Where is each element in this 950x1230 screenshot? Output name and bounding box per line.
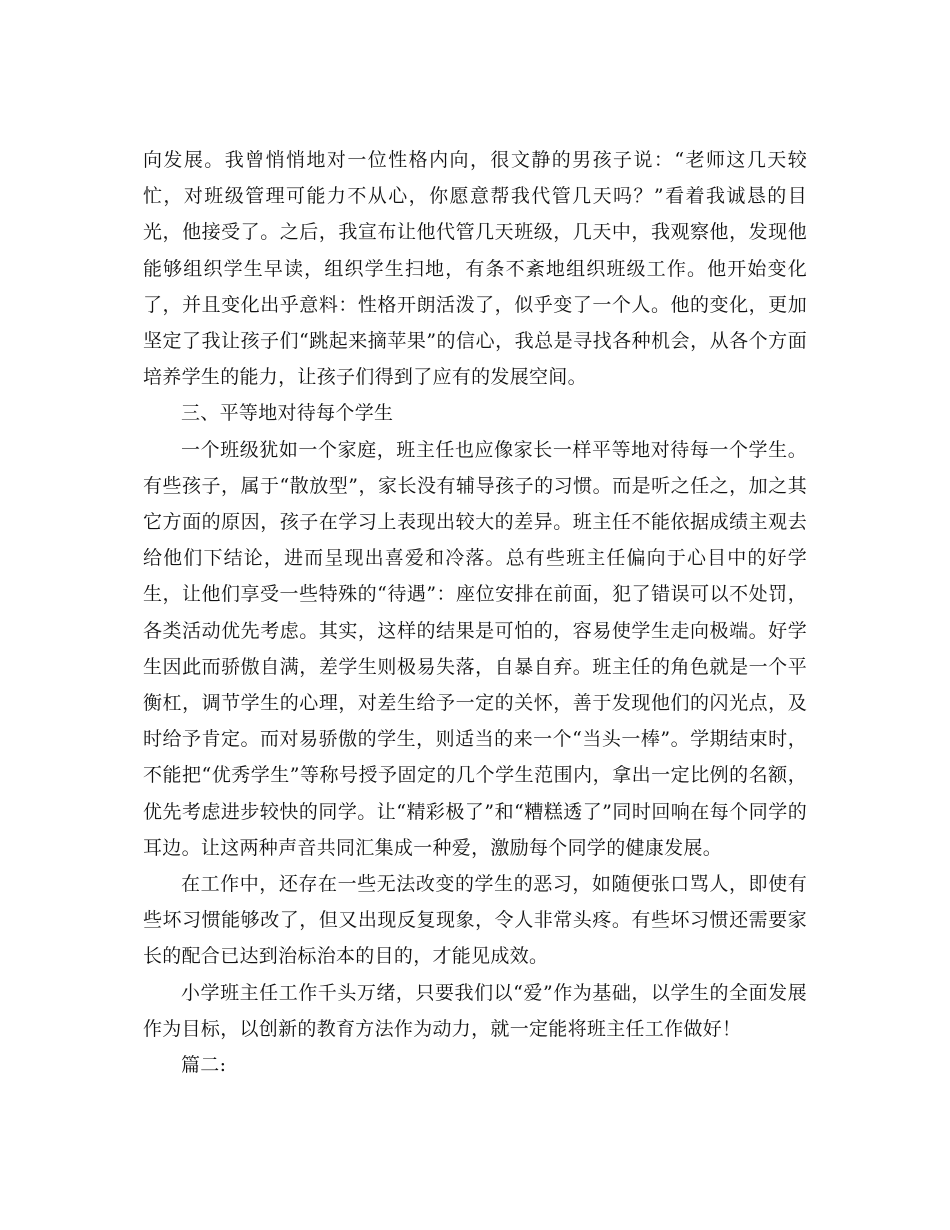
part-two-heading: 篇二: — [181, 1054, 227, 1077]
document-body — [143, 142, 807, 1083]
paragraph-conclusion: 小学班主任工作千头万绪，只要我们以“爱”作为基础，以学生的全面发展作为目标，以创新的教育方法作为动力，就一定能将班主任工作做好！ — [143, 981, 807, 1040]
paragraph-bad-habits: 在工作中，还存在一些无法改变的学生的恶习，如随便张口骂人，即使有些坏习惯能够改了，但又出现反复现象，令人非常头疼。有些坏习惯还需要家长的配合已达到治标治本的目的，才能见成效。 — [143, 873, 807, 968]
paragraph-continuation: 向发展。我曾悄悄地对一位性格内向，很文静的男孩子说：“老师这几天较忙，对班级管理可能力不从心，你愿意帮我代管几天吗？”看着我诚恳的目光，他接受了。之后，我宣布让他代管几天班级，几天中，我观察他，发现他能够组织学生早读，组织学生扫地，有条不紊地组织班级工作。他开始变化了，并且变化出乎意料：性格开朗活泼了，似乎变了一个人。他的变化，更加坚定了我让孩子们“跳起来摘苹果”的信心，我总是寻找各种机会，从各个方面培养学生的能力，让孩子们得到了应有的发展空间。 — [143, 149, 807, 389]
paragraph-equal-treatment: 一个班级犹如一个家庭，班主任也应像家长一样平等地对待每一个学生。有些孩子，属于“散放型”，家长没有辅导孩子的习惯。而是听之任之，加之其它方面的原因，孩子在学习上表现出较大的差异。班主任不能依据成绩主观去给他们下结论，进而呈现出喜爱和冷落。总有些班主任偏向于心目中的好学生，让他们享受一些特殊的“待遇”：座位安排在前面，犯了错误可以不处罚，各类活动优先考虑。其实，这样的结果是可怕的，容易使学生走向极端。好学生因此而骄傲自满，差学生则极易失落，自暴自弃。班主任的角色就是一个平衡杠，调节学生的心理，对差生给予一定的关怀，善于发现他们的闪光点，及时给予肯定。而对易骄傲的学生，则适当的来一个“当头一棒”。学期结束时，不能把“优秀学生”等称号授予固定的几个学生范围内，拿出一定比例的名额，优先考虑进步较快的同学。让“精彩极了”和“糟糕透了”同时回响在每个同学的耳边。让这两种声音共同汇集成一种爱，激励每个同学的健康发展。 — [143, 438, 807, 859]
section-heading: 三、平等地对待每个学生 — [181, 402, 394, 425]
